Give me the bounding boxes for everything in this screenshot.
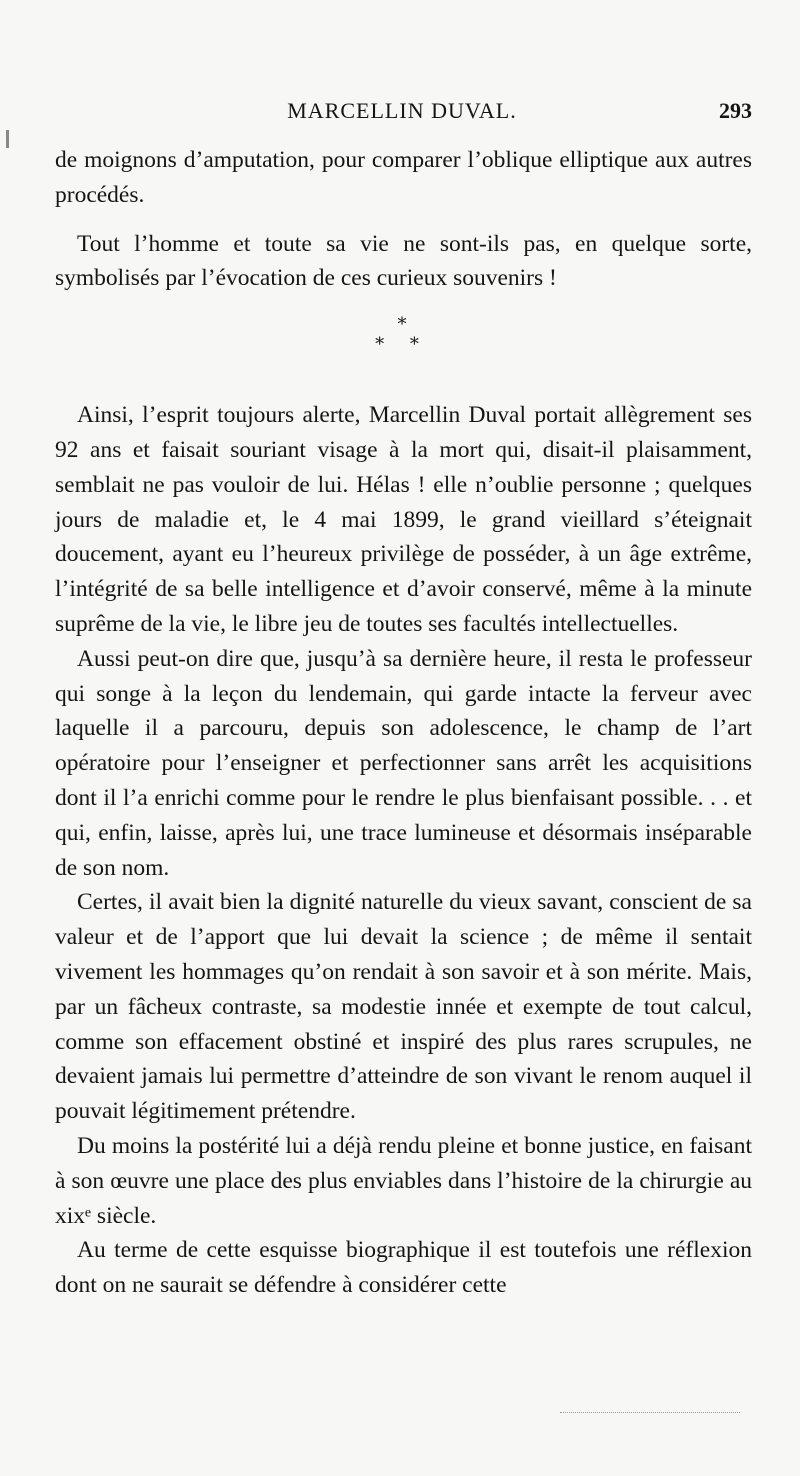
paragraph: Aussi peut-on dire que, jusqu’à sa dernière heure, il resta le professeur qui songe à la leçon du lendemain, qui garde intacte la ferveur avec laquelle il a parcouru, depuis son adolescence, le champ de l’art opératoire pour l’enseigner et perfectionner sans arrêt les acquisitions dont il l’a enrichi comme pour le rendre le plus bienfaisant possible. . . et qui, enfin, laisse, après lui, une trace lumineuse et désormais inséparable de son nom. <box>55 645 752 881</box>
paragraph-continuation: de moignons d’amputation, pour comparer l’oblique elliptique aux autres procédés. <box>55 147 752 208</box>
paragraph: Certes, il avait bien la dignité naturelle du vieux savant, conscient de sa valeur et de l’apport que lui devait la science ; de même il sentait vivement les hommages qu’on rendait à son savoir et à son mérite. Mais, par un fâcheux contraste, sa modestie innée et exempte de tout calcul, comme son effacement obstiné et inspiré des plus rares scrupules, ne devaient jamais lui permettre d’atteindre de son vivant le renom auquel il pouvait légitimement prétendre. <box>55 889 752 1125</box>
paragraph: Du moins la postérité lui a déjà rendu pleine et bonne justice, en faisant à son œuvre une place des plus enviables dans l’histoire de la chirurgie au xixᵉ siècle. <box>55 1132 752 1229</box>
margin-mark <box>6 130 9 148</box>
paragraph: Au terme de cette esquisse biographique il est toutefois une réflexion dont on ne saurait se défendre à considérer cette <box>55 1237 752 1299</box>
running-title: MARCELLIN DUVAL. <box>287 98 517 123</box>
paragraph: Tout l’homme et toute sa vie ne sont-ils pas, en quelque sorte, symbolisés par l’évocation de ces curieux souvenirs ! <box>55 230 752 292</box>
asterism-bottom: * * <box>375 334 429 355</box>
page-header <box>52 98 752 138</box>
paragraph: Ainsi, l’esprit toujours alerte, Marcellin Duval portait allègrement ses 92 ans et faisait souriant visage à la mort qui, disait-il plaisamment, semblait ne pas vouloir de lui. Hélas ! elle n’oublie personne ; quelques jours de maladie et, le 4 mai 1899, le grand vieillard s’éteignait doucement, ayant eu l’heureux privilège de posséder, à un âge extrême, l’intégrité de sa belle intelligence et d’avoir conservé, même à la minute suprême de la vie, le libre jeu de toutes ses facultés intellectuelles. <box>55 402 752 637</box>
asterism-top: * <box>397 314 407 335</box>
page-bottom-mark <box>560 1412 740 1414</box>
asterism-divider <box>352 316 452 356</box>
page-number: 293 <box>719 98 752 123</box>
